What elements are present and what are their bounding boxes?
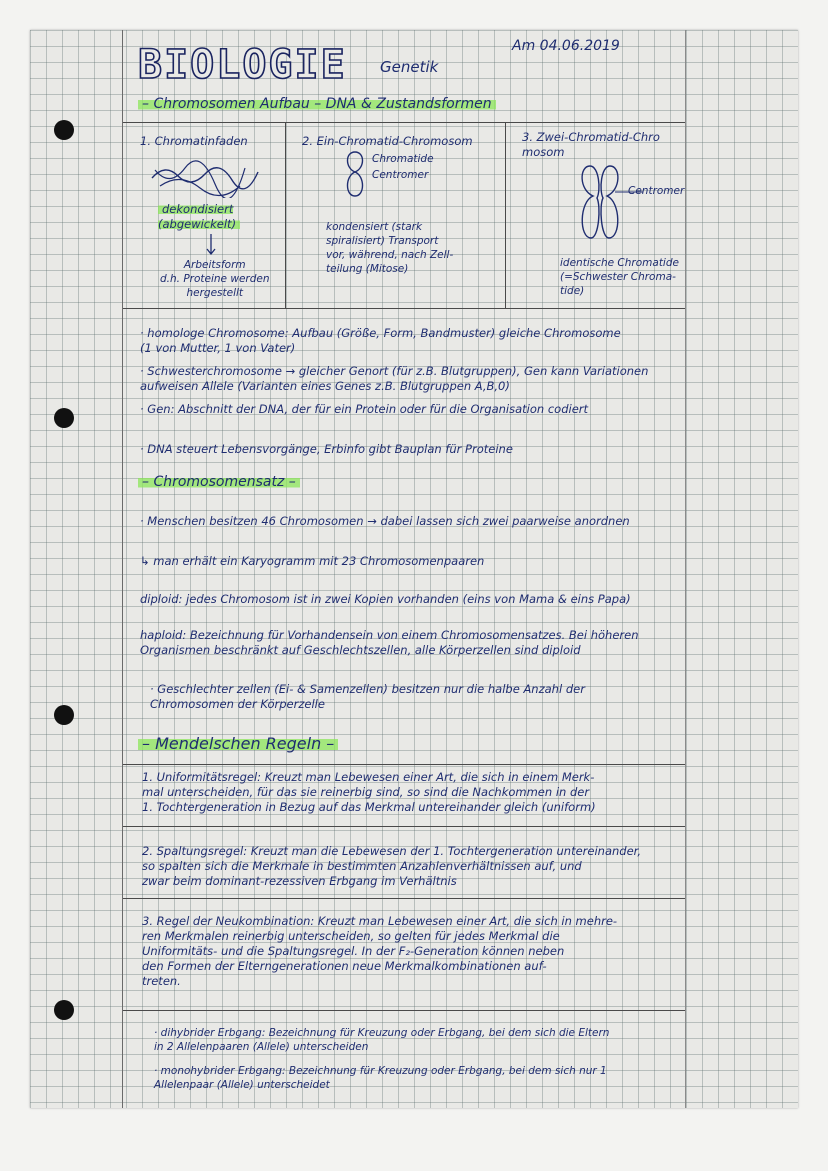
line-diploid: diploid: jedes Chromosom ist in zwei Kopien vorhanden (eins von Mama & eins Papa) xyxy=(140,592,631,606)
note-schwesterchromosome: · Schwesterchromosome → gleicher Genort (für z.B. Blutgruppen), Gen kann Variationen aufweisen Allele (Varianten eines Genes z.B. Blutgruppen A,B,0) xyxy=(140,364,649,393)
label-centromer-2: Centromer xyxy=(628,185,685,197)
double-chromatid-drawing xyxy=(565,162,645,242)
rule-uniformitaet: 1. Uniformitätsregel: Kreuzt man Lebewesen einer Art, die sich in einem Merk- mal unterscheiden, für das sie reinerbig sind, so sind die Nachkommen in der 1. Tochtergeneration in Bezug auf das Merkmal untereinander gleich (uniform) xyxy=(142,770,596,814)
page-subtitle: Genetik xyxy=(380,58,439,76)
column-note-arbeitsform: Arbeitsform d.h. Proteine werden hergestellt xyxy=(160,259,270,299)
column-title-ein-chromatid: 2. Ein-Chromatid-Chromosom xyxy=(302,134,473,148)
rule-divider xyxy=(123,1010,685,1011)
column-text-identisch: identische Chromatide (=Schwester Chroma- tide) xyxy=(560,257,679,297)
rule-divider xyxy=(123,764,685,765)
punch-hole xyxy=(54,408,74,428)
table-divider xyxy=(505,122,506,308)
column-title-chromatinfaden: 1. Chromatinfaden xyxy=(140,134,248,148)
column-title-zwei-chromatid: 3. Zwei-Chromatid-Chro mosom xyxy=(522,130,660,159)
table-divider xyxy=(285,122,286,308)
date-label: Am 04.06.2019 xyxy=(512,38,620,54)
table-top-line xyxy=(123,122,685,123)
rule-divider xyxy=(123,826,685,827)
line-karyogramm: ↳ man erhält ein Karyogramm mit 23 Chromosomenpaaren xyxy=(140,554,485,568)
margin-line xyxy=(122,30,123,1108)
table-bottom-line xyxy=(123,308,685,309)
column-text-kondensiert: kondensiert (stark spiralisiert) Transport vor, während, nach Zell- teilung (Mitose) xyxy=(326,221,454,275)
line-menschen: · Menschen besitzen 46 Chromosomen → dabei lassen sich zwei paarweise anordnen xyxy=(140,514,630,528)
punch-hole xyxy=(54,120,74,140)
label-chromatide: Chromatide xyxy=(372,153,434,165)
section-heading-mendel: – Mendelschen Regeln – xyxy=(138,734,338,753)
chromatin-drawing xyxy=(150,158,260,198)
note-gen: · Gen: Abschnitt der DNA, der für ein Protein oder für die Organisation codiert xyxy=(140,402,589,416)
note-homologe: · homologe Chromosome: Aufbau (Größe, Form, Bandmuster) gleiche Chromosome (1 von Mutter, 1 von Vater) xyxy=(140,326,621,355)
section-heading-chromosomensatz: – Chromosomensatz – xyxy=(138,474,300,490)
arrow-down-icon xyxy=(206,234,216,256)
punch-hole xyxy=(54,1000,74,1020)
notebook-page xyxy=(30,30,798,1108)
note-dna: · DNA steuert Lebensvorgänge, Erbinfo gibt Bauplan für Proteine xyxy=(140,442,513,456)
note-monohybrid: · monohybrider Erbgang: Bezeichnung für Kreuzung oder Erbgang, bei dem sich nur 1 Allelenpaar (Allele) unterscheidet xyxy=(154,1065,607,1091)
rule-spaltung: 2. Spaltungsregel: Kreuzt man die Lebewesen der 1. Tochtergeneration untereinander, so spalten sich die Merkmale in bestimmten Anzahlenverhältnissen auf, und zwar beim dominant-rezessiven Erbgang im Verhältnis xyxy=(142,844,641,888)
label-centromer: Centromer xyxy=(372,169,429,181)
line-geschlechtszellen: · Geschlechter zellen (Ei- & Samenzellen) besitzen nur die halbe Anzahl der Chromosomen der Körperzelle xyxy=(150,682,585,711)
page-title: BIOLOGIE xyxy=(138,42,347,88)
line-haploid: haploid: Bezeichnung für Vorhandensein von einem Chromosomensatzes. Bei höheren Organismen beschränkt auf Geschlechtszellen, alle Körperzellen sind diploid xyxy=(140,628,639,657)
single-chromatid-drawing xyxy=(335,150,375,198)
note-dihybrid: · dihybrider Erbgang: Bezeichnung für Kreuzung oder Erbgang, bei dem sich die Eltern in 2 Allelenpaaren (Allele) unterscheiden xyxy=(154,1027,610,1053)
rule-neukombination: 3. Regel der Neukombination: Kreuzt man Lebewesen einer Art, die sich in mehre- ren Merkmalen reinerbig unterscheiden, so gelten für jedes Merkmal die Uniformitäts- und die Spaltungsregel. In der F₂-Generation können neben den Formen der Elterngenerationen neue Merkmalkombinationen auf- treten. xyxy=(142,914,618,988)
rule-divider xyxy=(123,898,685,899)
section-heading-chromosomes: – Chromosomen Aufbau – DNA & Zustandsformen xyxy=(138,96,496,112)
punch-hole xyxy=(54,705,74,725)
column-label-dekondensiert: dekondisiert (abgewickelt) xyxy=(158,202,240,232)
